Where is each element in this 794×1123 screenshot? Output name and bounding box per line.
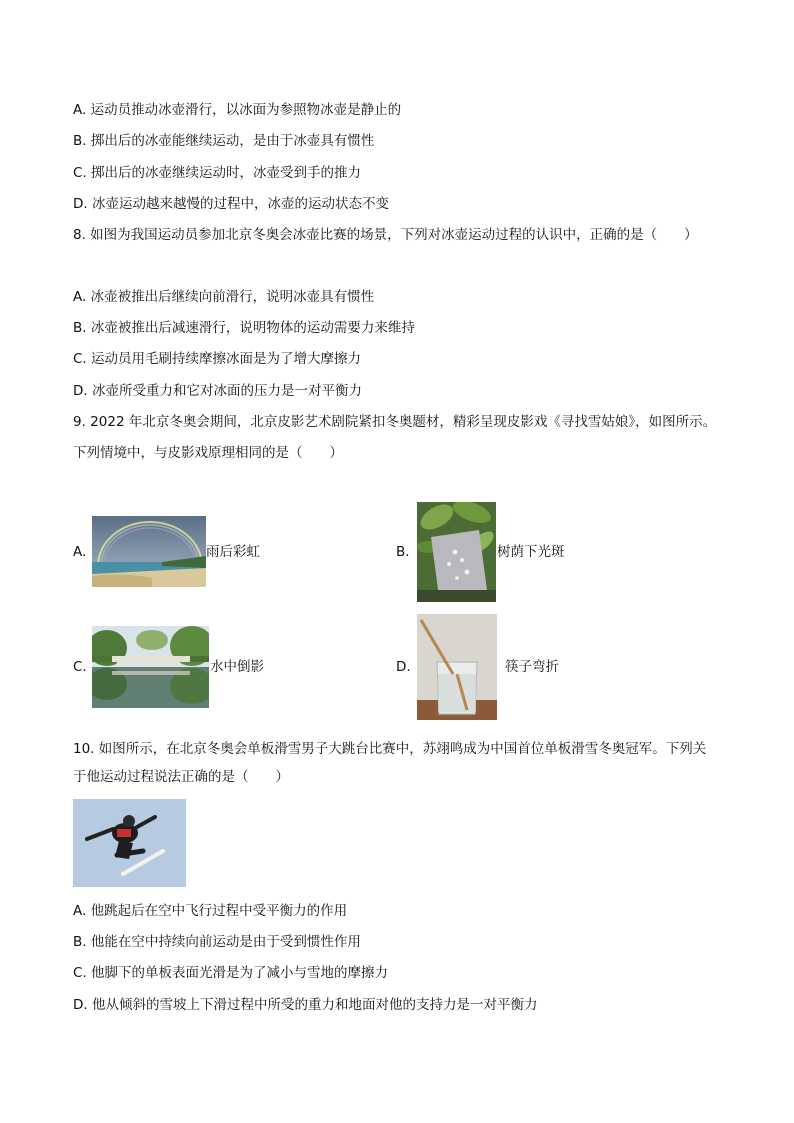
q8-stem: 8. 如图为我国运动员参加北京冬奥会冰壶比赛的场景，下列对冰壶运动过程的认识中，正确的是（ ）	[73, 227, 698, 243]
q7-option-b: B. 掷出后的冰壶能继续运动，是由于冰壶具有惯性	[73, 133, 375, 149]
q10-option-c: C. 他脚下的单板表面光滑是为了减小与雪地的摩擦力	[73, 965, 389, 981]
q8-option-d: D. 冰壶所受重力和它对冰面的压力是一对平衡力	[73, 383, 362, 399]
q10-stem-line1: 10. 如图所示，在北京冬奥会单板滑雪男子大跳台比赛中，苏翊鸣成为中国首位单板滑雪冬奥冠军。下列关	[73, 741, 707, 757]
q9-option-b-caption: 树荫下光斑	[497, 544, 565, 560]
q7-option-d: D. 冰壶运动越来越慢的过程中，冰壶的运动状态不变	[73, 196, 389, 212]
bridge-reflection-photo	[92, 626, 209, 708]
q7-option-a: A. 运动员推动冰壶滑行，以冰面为参照物冰壶是静止的	[73, 102, 402, 118]
q7-option-c: C. 掷出后的冰壶继续运动时，冰壶受到手的推力	[73, 165, 362, 181]
q9-option-c-letter: C.	[73, 659, 87, 675]
q8-option-b: B. 冰壶被推出后减速滑行，说明物体的运动需要力来维持	[73, 320, 415, 336]
q9-option-b-letter: B.	[396, 544, 410, 560]
bent-chopstick-photo	[417, 614, 497, 720]
q9-option-d-letter: D.	[396, 659, 411, 675]
q10-option-a: A. 他跳起后在空中飞行过程中受平衡力的作用	[73, 903, 348, 919]
q9-stem-line2: 下列情境中，与皮影戏原理相同的是（ ）	[73, 445, 343, 461]
rainbow-photo	[92, 516, 206, 587]
q9-stem-line1: 9. 2022 年北京冬奥会期间，北京皮影艺术剧院紧扣冬奥题材，精彩呈现皮影戏《寻找雪姑娘》，如图所示。	[73, 414, 717, 430]
q10-option-b: B. 他能在空中持续向前运动是由于受到惯性作用	[73, 934, 361, 950]
q8-option-c: C. 运动员用毛刷持续摩擦冰面是为了增大摩擦力	[73, 351, 362, 367]
q9-option-d-caption: 筷子弯折	[505, 659, 559, 675]
tree-shade-light-spots-photo	[417, 502, 496, 602]
q9-option-a-letter: A.	[73, 544, 87, 560]
q9-option-c-caption: 水中倒影	[210, 659, 264, 675]
q9-option-a-caption: 雨后彩虹	[206, 544, 260, 560]
q10-stem-line2: 于他运动过程说法正确的是（ ）	[73, 769, 289, 785]
q10-option-d: D. 他从倾斜的雪坡上下滑过程中所受的重力和地面对他的支持力是一对平衡力	[73, 997, 538, 1013]
snowboarder-photo	[73, 799, 186, 887]
q8-option-a: A. 冰壶被推出后继续向前滑行，说明冰壶具有惯性	[73, 289, 375, 305]
